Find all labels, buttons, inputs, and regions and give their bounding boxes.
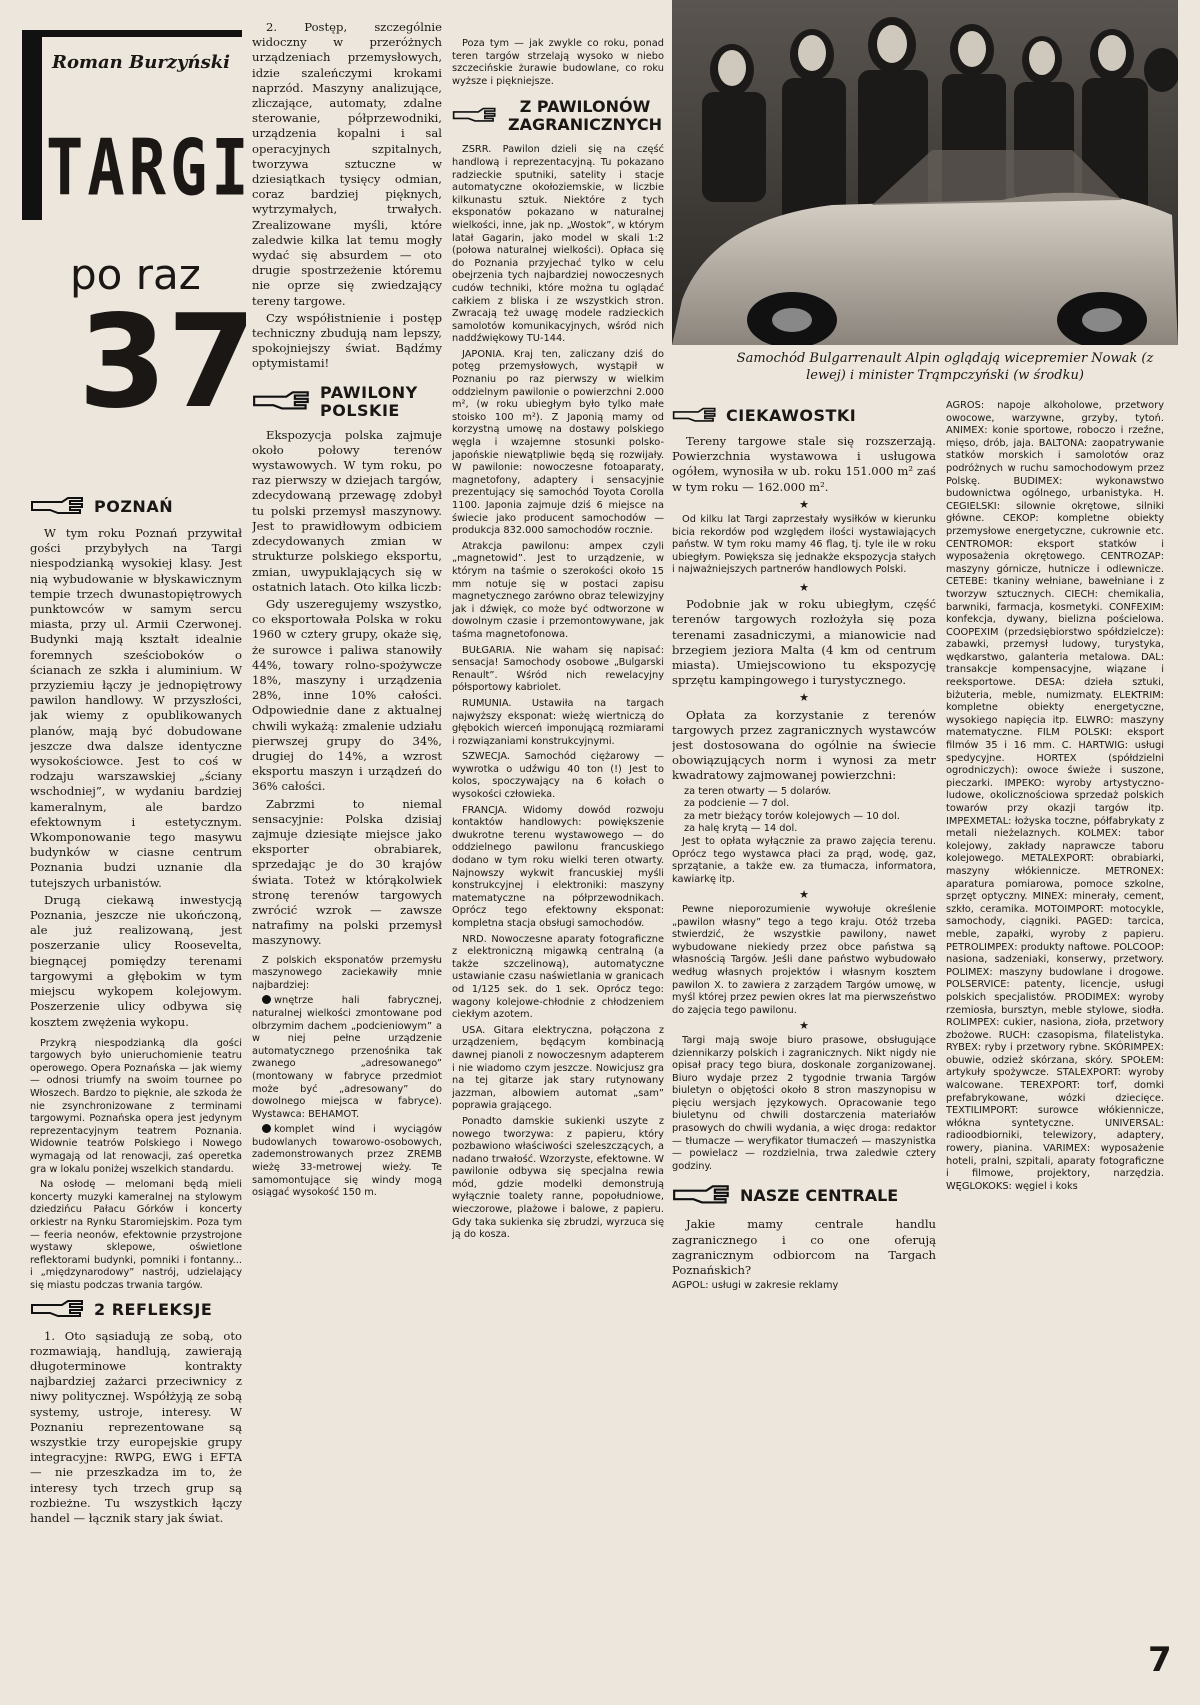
column-3 — [452, 38, 664, 1686]
separator-star: ★ — [799, 580, 809, 594]
small-print — [30, 1038, 242, 1293]
paragraph: Poza tym — jak zwykle co roku, ponad teren targów strzelają wysoko w niebo szczecińskie żurawie budowlane, co roku wyższe i piękniejsze. — [452, 38, 664, 87]
paragraph: 2. Postęp, szczególnie widoczny w przeróżnych urządzeniach przemysłowych, idzie szaleńczymi krokami naprzód. Maszyny analizujące, zliczające, automaty, zdalne sterowanie, półprzewodniki, urządzenia kopalni i sal operacyjnych szpitalnych, tworzywa sztuczne w dziesiątkach tysięcy odmian, coraz bardziej pięknych, wytrzymałych, trwałych. Zrealizowane myśli, które zaledwie kilka lat temu mogły wydać się absurdem — oto drugie spostrzeżenie któremu nie oprze się zwiedzający tereny targowe. — [252, 20, 442, 308]
paragraph: BUŁGARIA. Nie waham się napisać: sensacja! Samochody osobowe „Bulgarski Renault”. Wśród nich rewelacyjny półsportowy kabriolet. — [452, 644, 664, 694]
paragraph: Jest to opłata wyłącznie za prawo zajęcia terenu. Oprócz tego wystawca płaci za prąd, wodę, gaz, sprzątanie, a także ew. za tłumacza, informatora, kawiarkę itp. — [672, 836, 936, 885]
paragraph: Ponadto damskie sukienki uszyte z nowego tworzywa: z papieru, który pozbawiono właściwości szeleszczących, a nadano trwałość. Wzorzyste, efektowne. W pawilonie odbywa się specjalna rewia mód, gdzie modelki demonstrują wyłącznie toalety ranne, popołudniowe, wieczorowe, plażowe i balowe, z papieru. Gdy taka sukienka się zbrudzi, wyrzuca się ją do kosza. — [452, 1115, 664, 1241]
separator-star: ★ — [799, 691, 809, 705]
paragraph: Podobnie jak w roku ubiegłym, część terenów targowych rozłożyła się poza terenami zasadniczymi, a mianowicie nad brzegiem jeziora Malta (4 km od centrum miasta). Umiejscowiono tu ekspozycję sprzętu kampingowego i turystycznego. — [672, 597, 936, 688]
section-title: 2 REFLEKSJE — [94, 1299, 213, 1319]
section-header-poznan — [30, 496, 242, 518]
pointing-hand-icon — [30, 496, 86, 518]
paragraph: Ekspozycja polska zajmuje około połowy terenów wystawowych. W tym roku, po raz pierwszy w dziejach targów, zdecydowaną przewagę zdobył tu polski przemysł maszynowy. Jest to prawidłowym odbiciem zdecydowanych zmian w strukturze polskiego eksportu, zmian, uwypuklających się w ostatnich latach. Oto kilka liczb: — [252, 427, 442, 594]
pointing-hand-icon — [452, 106, 498, 126]
separator-star: ★ — [799, 497, 809, 511]
paragraph: SZWECJA. Samochód ciężarowy — wywrotka o udźwigu 40 ton (!) Jest to kolos, spoczywający na 6 kołach o wysokości człowieka. — [452, 751, 664, 801]
centrale-list: AGROS: napoje alkoholowe, przetwory owocowe, warzywne, grzyby, tytoń. ANIMEX: konie sportowe, roboczo i rzeźne, mięso, drób, jaja. BALTONA: zaopatrywanie statków morskich i samolotów oraz podróżnych w ruchu samochodowym przez Polskę. BUDIMEX: wykonawstwo budownictwa ogólnego, urbanistyka. H. CEGIELSKI: silownie okrętowe, silniki główne. CEKOP: kompletne obiekty przemysłowe energetyczne, cukrownie etc. CENTROMOR: eksport statków i wyposażenia okrętowego. CENTROZAP: maszyny górnicze, hutnicze i odlewnicze. CETEBE: tkaniny wełniane, bawełniane i z tworzyw sztucznych. CIECH: chemikalia, barwniki, farmacja, kosmetyki. CONFEXIM: konfekcja, dywany, bielizna pościelowa. COOPEXIM (przedsiębiorstwo spółdzielcze): zabawki, przemysł ludowy, turystyka, wędkarstwo, galanteria metalowa. DAL: transakcje kompensacyjne, wiązane i reeksportowe. DESA: dzieła sztuki, biżuteria, meble, numizmaty. ELEKTRIM: kompletne obiekty energetyczne, wysokiego napięcia itp. ELWRO: maszyny matematyczne. FILM POLSKI: eksport filmów 35 i 16 mm. C. HARTWIG: usługi spedycyjne. HORTEX (spółdzielni ogrodniczych): owoce świeże i suszone, pieczarki. IMPEKO: wyroby artystyczno-ludowe, okolicznościowa sprzedaż polskich towarów przy okazji targów itp. IMPEXMETAL: łożyska toczne, półfabrykaty z metali nieżelaznych. KOLMEX: tabor kolejowy, zakłady naprawcze taboru kolejowego. METALEXPORT: obrabiarki, maszyny włókiennicze. METRONEX: aparatura pomiarowa, pomoce szkolne, sprzęt optyczny. MINEX: minerały, cement, szkło, ceramika. MOTOIMPORT: motocykle, samochody, ciągniki. PAGED: tarcica, meble, zapałki, wyroby z papieru. PETROLIMPEX: produkty naftowe. POLCOOP: nasiona, sadzeniaki, konserwy, przetwory. POLIMEX: maszyny budowlane i drogowe. POLSERVICE: patenty, licencje, usługi polskich specjalistów. PRODIMEX: wyroby rzemiosła, bursztyn, meble stylowe, siodła. ROLIMPEX: cukier, nasiona, zioła, przetwory zbożowe. RUCH: czasopisma, filatelistyka. RYBEX: ryby i przetwory rybne. SKÓRIMPEX: obuwie, odzież skórzana, skóry. SPOŁEM: artykuły spożywcze. STALEXPORT: wyroby walcowane. TEREXPORT: torf, domki prefabrykowane, wózki dziecięce. TEXTILIMPORT: surowce włókiennicze, włókna syntetyczne. UNIVERSAL: radioodbiorniki, telewizory, adaptery, rowery, pianina. VARIMEX: wyposażenie hoteli, pralni, szpitali, aparaty fotograficzne i filmowe, projektory, narzędzia. WĘGLOKOKS: węgiel i koks — [946, 400, 1164, 1192]
pointing-hand-icon — [672, 1183, 732, 1209]
title-subtitle: po raz — [70, 250, 201, 299]
pointing-hand-icon — [30, 1299, 86, 1321]
paragraph: 1. Oto sąsiadują ze sobą, oto rozmawiają, handlują, zawierają długoterminowe kontrakty najbardziej zażarci przeciwnicy z niwy politycznej. Współżyją ze sobą systemy, ustroje, interesy. W Poznaniu reprezentowane są wszystkie trzy europejskie grupy integracyjne: RWPG, EWG i EFTA — nie przeszkadza im to, że interesy tych trzech grup są rozbieżne. Tu wszystkich łączy handel — łącznik stary jak świat. — [30, 1328, 242, 1526]
column-2 — [252, 20, 442, 1690]
fee-list — [672, 786, 936, 836]
paragraph: W tym roku Poznań przywitał gości przybyłych na Targi niespodzianką wysokiej klasy. Jest nią wybudowanie w błyskawicznym tempie trzech dwunastopiętrowych punktowców w samym sercu miasta, przy ul. Armii Czerwonej. Budynki mają kształt idealnie foremnych sześcioboków o ścianach ze szkła i aluminium. W przyziemiu łączy je jednopiętrowy pawilon handlowy. W przyszłości, jak wiemy z opublikowanych planów, mają być dobudowane jeszcze dwa dalsze identyczne wysokościowce. Jest to coś w rodzaju warszawskiej „ściany wschodniej”, w wydaniu bardziej kameralnym, ale bardzo efektownym i estetycznym. Wkomponowanie tego masywu budynków w ciasne centrum Poznania budzi uznanie dla tutejszych urbanistów. — [30, 526, 242, 890]
section-title: POZNAŃ — [94, 497, 174, 516]
title-bracket-vertical — [22, 30, 42, 220]
section-header-pawilony-polskie — [252, 384, 442, 420]
paragraph: Zabrzmi to niemal sensacyjnie: Polska dzisiaj zajmuje dziesiąte miejsce jako eksporter obrabiarek, sprzedając je do 30 krajów świata. Toteż w którąkolwiek stronę terenów targowych zwrócić wzrok — zawsze natrafimy na polski przemysł maszynowy. — [252, 796, 442, 948]
section-title: NASZE CENTRALE — [740, 1186, 899, 1206]
section-title: Z PAWILONÓW ZAGRANICZNYCH — [507, 97, 663, 135]
paragraph: Gdy uszeregujemy wszystko, co eksportowała Polska w roku 1960 w cztery grupy, okaże się, że surowce i paliwa stanowiły 44%, towary rolno-spożywcze 18%, maszyny i urządzenia 28%, inne 10% całości. Odpowiednie dane z aktualnej chwili wykażą: zmalenie udziału pierwszej grupy do 34%, drugiej do 14%, a wzrost eksportu maszyn i urządzeń do 36% całości. — [252, 596, 442, 794]
pointing-hand-icon — [672, 406, 718, 426]
paragraph: Jakie mamy centrale handlu zagranicznego i co one oferują zagranicznym odbiorcom na Targach Poznańskich? — [672, 1217, 936, 1278]
paragraph: Atrakcja pawilonu: ampex czyli „magnetowid”. Jest to urządzenie, w którym na taśmie o szerokości około 15 mm notuje się w postaci zapisu magnetycznego zarówno obraz telewizyjny jak i dźwięk, co może być odtworzone w dowolnym czasie i przemontowywane, jak taśma magnetofonowa. — [452, 540, 664, 640]
paragraph: Na osłodę — melomani będą mieli koncerty muzyki kameralnej na stylowym dziedzińcu Pałacu Górków i koncerty orkiestr na Rynku Staromiejskim. Poza tym — feeria neonów, efektownie przystrojone wystawy sklepowe, oświetlone reflektorami budynki, pomniki i fontanny... i „międzynarodowy” nastrój, udzielający się miastu podczas trwania targów. — [30, 1179, 242, 1291]
paragraph: Przykrą niespodzianką dla gości targowych było unieruchomienie teatru operowego. Opera Poznańska — jak wiemy — odnosi triumfy na swoim tournee po Włoszech. Bardzo to pięknie, ale szkoda że nie zsynchronizowane z terminami targowymi. Poznańska opera jest jedynym reprezentacyjnym teatrem Poznania. Widownie teatrów Polskiego i Nowego wymagają od lat renowacji, zaś operetka gra w lokalu poniżej wszelkich standardu. — [30, 1037, 242, 1175]
paragraph: Pewne nieporozumienie wywołuje określenie „pawilon własny” tego a tego kraju. Otóż trzeba stwierdzić, że wszystkie pawilony, nawet wybudowane niekiedy przez obce państwa są własnością Targów. Jeśli dane państwo wybudowało według własnych projektów i własnym kosztem pawilon X. to zawiera z zarządem Targów umowę, w myśl której przez pewien okres lat ma pierwszeństwo do zajęcia tego pawilonu. — [672, 903, 936, 1016]
paragraph: FRANCJA. Widomy dowód rozwoju kontaktów handlowych: powiększenie dwukrotne terenu wystawowego — do oddzielnego pawilonu francuskiego dodano w tym roku wielki teren otwarty. Najnowszy wykwit francuskiej myśli konstrukcyjnej i elektroniki: maszyny matematyczne na półprzewodnikach. Oprócz tego efektowny eksponat: kompletna stacja obsługi samochodów. — [452, 804, 664, 929]
section-title: CIEKAWOSTKI — [726, 406, 857, 425]
section-title: PAWILONY POLSKIE — [320, 382, 418, 420]
paragraph: Od kilku lat Targi zaprzestały wysiłków w kierunku bicia rekordów pod względem ilości wystawiających państw. W tym roku mamy 46 flag, tj. tyle ile w roku ubiegłym. Powiększa się jednakże ekspozycja stałych i najważniejszych partnerów handlowych Polski. — [672, 514, 936, 576]
page-number: 7 — [1148, 1640, 1172, 1680]
column-4 — [672, 400, 936, 1690]
fee-item: za teren otwarty — 5 dolarów. — [684, 785, 832, 797]
separator-star: ★ — [799, 1019, 809, 1033]
paragraph: Czy współistnienie i postęp techniczny zbudują nam lepszy, spokojniejszy świat. Bądźmy optymistami! — [252, 310, 442, 371]
bullet-icon — [262, 995, 271, 1004]
author-byline: Roman Burzyński — [52, 52, 231, 73]
paragraph: Z polskich eksponatów przemysłu maszynowego zaciekawiły mnie najbardziej: — [252, 954, 442, 991]
photo-image — [672, 0, 1178, 345]
paragraph: JAPONIA. Kraj ten, zaliczany dziś do potęg przemysłowych, wystąpił w Poznaniu po raz pierwszy w wielkim oddzielnym pawilonie o powierzchni 2.000 m², (w roku ubiegłym było tylko małe stoisko 100 m²). Z Japonią mamy od korzystną umowę na dostawy polskiego węgla i wzajemne stosunki polsko-japońskie niewątpliwie będą się rozwijały. W pawilonie: nowoczesne fotoaparaty, magnetofony, adaptery i sensacyjnie prezentujący się samochód Toyota Corolla 1100. Japonia zajmuje dziś 6 miejsce na świecie jako producent samochodów — produkcja 832.000 samochodów rocznie. — [452, 348, 664, 537]
section-header-refleksje — [30, 1299, 242, 1321]
fee-item: za podcienie — 7 dol. — [684, 798, 790, 810]
news-photo — [672, 0, 1178, 345]
paragraph: wnętrze hali fabrycznej, naturalnej wielkości zmontowane pod olbrzymim dachem „podcieniowym” a w niej pełne urządzenie automatycznego przenośnika tak zwanego „adresowanego” (montowany w fabryce przedmiot może być „adresowany” do dowolnego miejsca w fabryce). Wystawca: BEHAMOT. — [252, 995, 442, 1120]
fee-item: za metr bieżący torów kolejowych — 10 dol. — [684, 810, 900, 822]
title-main: TARGI — [46, 121, 253, 213]
small-print — [252, 955, 442, 1200]
fee-item: za halę krytą — 14 dol. — [684, 823, 798, 835]
photo-caption: Samochód Bulgarrenault Alpin oglądają wicepremier Nowak (z lewej) i minister Trąmpczyński (w środku) — [736, 351, 1154, 383]
column-1 — [30, 490, 242, 1670]
paragraph: Opłata za korzystanie z terenów targowych przez zagranicznych wystawców jest dostosowana do ogólnie na świecie obowiązujących norm i wynosi za metr kwadratowy zajmowanej powierzchni: — [672, 707, 936, 783]
section-header-nasze-centrale — [672, 1183, 936, 1209]
paragraph: Drugą ciekawą inwestycją Poznania, jeszcze nie ukończoną, ale już realizowaną, jest poszerzanie ulicy Roosevelta, biegnącej pomiędzy terenami targowymi a głębokim w tym miejscu wykopem kolejowym. Poszerzenie ulicy odbywa się kosztem zwężenia wykopu. — [30, 892, 242, 1029]
paragraph: AGPOL: usługi w zakresie reklamy — [672, 1280, 839, 1292]
paragraph: komplet wind i wyciągów budowlanych towarowo-osobowych, zademonstrowanych przez ZREMB wieżę 33-metrowej wieży. Te samomontujące się windy mogą osiągać wysokość 150 m. — [252, 1124, 442, 1199]
title-bracket-top — [22, 30, 242, 37]
paragraph: Targi mają swoje biuro prasowe, obsługujące dziennikarzy polskich i zagranicznych. Nikt nigdy nie opisał pracy tego biura, doskonale zorganizowanej. Biuro wydaje przez 2 tygodnie trwania Targów biuletyn o objętości około 8 stron maszynopisu w pięciu wersjach językowych. Opracowanie tego biuletynu od chwili dostarczenia materiałów prasowych do chwili wydania, a więc droga: redaktor — tłumacze — weryfikator tłumaczeń — maszynistka — powielacz — rozdzielnia, trwa zaledwie cztery godziny. — [672, 1034, 936, 1172]
paragraph: NRD. Nowoczesne aparaty fotograficzne z elektroniczną migawką centralną (a także szczelinową), automatyczne ustawianie czasu naświetlania w granicach od 1/125 sek. do 1 sek. Oprócz tego: wagony kolejowe-chłodnie z chłodzeniem ciekłym azotem. — [452, 933, 664, 1021]
paragraph: USA. Gitara elektryczna, połączona z urządzeniem, będącym kombinacją dawnej pianoli z nowoczesnym adapterem i nie wiadomo czym jeszcze. Nowicjusz gra na tej gitarze jak stary rutynowany jazzman, albowiem automat „sam” poprawia grającego. — [452, 1024, 664, 1112]
pointing-hand-icon — [252, 389, 312, 415]
title-number: 37 — [78, 288, 257, 437]
column-5 — [946, 400, 1164, 1630]
section-header-ciekawostki — [672, 406, 936, 426]
paragraph: ZSRR. Pawilon dzieli się na część handlową i reprezentacyjną. Tu pokazano radzieckie sputniki, satelity i stacje automatyczne okołoziemskie, w liczbie kilkunastu sztuk. Niektóre z tych eksponatów pokazano w naturalnej wielkości, inne, jak np. „Wostok”, w którym latał Gagarin, jako model w skali 1:2 (połowa naturalnej wielkości). Opłaca się do Poznania przyjechać tylko w celu obejrzenia tych najbardziej nowoczesnych cudów techniki, które można tu oglądać całkiem z bliska i ze wszystkich stron. Zwracają też uwagę modele radzieckich samolotów komunikacyjnych, wśród nich naddźwiękowy TU-144. — [452, 144, 664, 345]
section-header-pawilony-zagraniczne — [452, 98, 664, 134]
separator-star: ★ — [799, 888, 809, 902]
paragraph: RUMUNIA. Ustawiła na targach najwyższy eksponat: wieżę wiertniczą do głębokich wierceń imponującą rozmiarami i rozwiązaniami konstrukcyjnymi. — [452, 697, 664, 747]
paragraph: Tereny targowe stale się rozszerzają. Powierzchnia wystawowa i usługowa ogółem, wynosiła w ub. roku 151.000 m² zaś w tym roku — 162.000 m². — [672, 434, 936, 494]
bullet-icon — [262, 1124, 271, 1133]
